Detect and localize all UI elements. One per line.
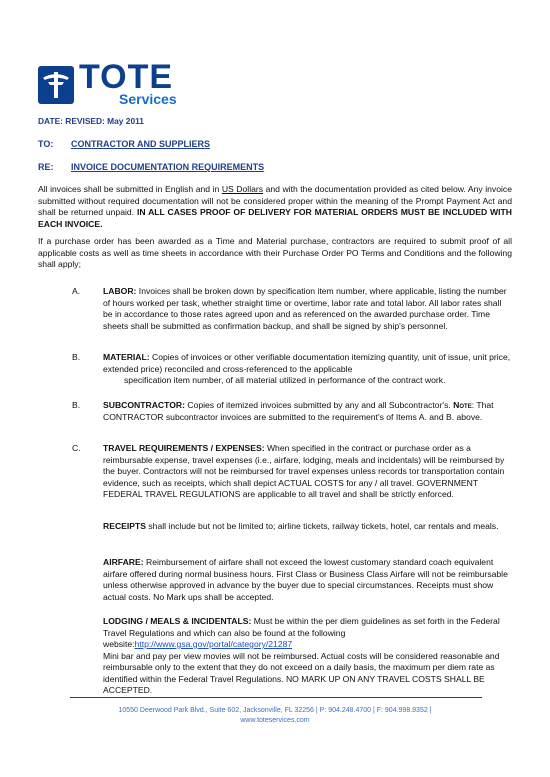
re-line bbox=[38, 162, 264, 174]
to-line bbox=[38, 139, 210, 151]
footer-website: www.toteservices.com bbox=[240, 717, 310, 724]
item-text: SUBCONTRACTOR: Copies of itemized invoices submitted by any and all Subcontractor's. Note: That CONTRACTOR subcontractor invoices are submitted to the requirement's of Items A. and B. above. bbox=[103, 400, 494, 422]
item-letter: B. bbox=[72, 352, 81, 362]
intro-paragraph: All invoices shall be submitted in English and in US Dollars and with the documentation provided as cited below. Any invoice submitted without required documentation will not be considered proper within the meaning of the Prompt Payment Act and shall be returned unpaid. IN ALL CASES PROOF OF DELIVERY FOR MATERIAL ORDERS MUST BE INCLUDED WITH EACH INVOICE. bbox=[38, 184, 512, 229]
time-material-paragraph: If a purchase order has been awarded as a Time and Material purchase, contractors are required to submit proof of all applicable costs as well as time sheets in accordance with their Purchase Order PO Terms and Conditions and the following shall apply; bbox=[38, 236, 512, 269]
item-letter: A. bbox=[72, 286, 81, 296]
item-letter: C. bbox=[72, 443, 81, 453]
item-letter: B. bbox=[72, 400, 81, 410]
logo-wordmark: TOTE bbox=[79, 58, 174, 96]
to-key: TO: bbox=[38, 139, 54, 149]
receipts-paragraph: RECEIPTS shall include but not be limited to; airline tickets, railway tickets, hotel, car rentals and meals. bbox=[103, 521, 499, 531]
airfare-paragraph: AIRFARE: Reimbursement of airfare shall not exceed the lowest customary standard coach equivalent airfare offered during normal business hours. First Class or Business Class Airfare will not be reimbursable unless otherwise approved in advance by the buyer due to special circumstances. Receipts must show actual costs. No Mark ups shall be accepted. bbox=[103, 557, 508, 602]
footer bbox=[0, 706, 550, 726]
tote-services-logo bbox=[38, 58, 178, 109]
re-value: INVOICE DOCUMENTATION REQUIREMENTS bbox=[71, 162, 265, 172]
tote-logo-mark-icon bbox=[38, 66, 74, 104]
item-text: TRAVEL REQUIREMENTS / EXPENSES: When specified in the contract or purchase order as a reimbursable expense, travel expenses (i.e., airfare, lodging, meals and incidentals) will be reimbursed by the buyer. Contractors will not be reimbursed for travel expenses unless records tor transportation contain evidence, such as receipts, which shall depict ACTUAL COSTS for any / all travel. GOVERNMENT FEDERAL TRAVEL REGULATIONS are applicable to all travel and shall be strictly enforced. bbox=[103, 443, 505, 499]
to-value: CONTRACTOR AND SUPPLIERS bbox=[71, 139, 211, 149]
re-key: RE: bbox=[38, 162, 54, 172]
gsa-per-diem-link[interactable]: http://www.gsa.gov/portal/category/21287 bbox=[134, 639, 293, 649]
lodging-paragraph: LODGING / MEALS & INCIDENTALS: Must be within the per diem guidelines as set forth in the Federal Travel Regulations and which can also be found at the following website:http://www.gsa.gov/portal/category/21287 Mini bar and pay per view movies will not be reimbursed. Actual costs will be considered reasonable and reimbursable only to the extent that they do not exceed on a daily basis, the maximum per diem rate as identified within the Federal Travel Regulations. NO MARK UP ON ANY TRAVEL COSTS SHALL BE ACCEPTED. bbox=[103, 616, 500, 695]
footer-address: 10550 Deerwood Park Blvd., Suite 602, Jacksonville, FL 32256 | P: 904.248.4700 | F: 904.998.9352 | bbox=[118, 707, 432, 714]
date-line: DATE: REVISED: May 2011 bbox=[38, 116, 144, 126]
item-text: MATERIAL: Copies of invoices or other verifiable documentation itemizing quantity, unit of issue, unit price, extended price) reconciled and cross-referenced to the applicable specification item number, of all material utilized in performance of the contract work. bbox=[103, 352, 511, 385]
item-text: LABOR: Invoices shall be broken down by specification item number, where applicable, listing the number of hours worked per task, whether straight time or overtime, labor rate and total labor. All labor rates shall be in accordance to those rates agreed upon and as referenced on the awarded purchase order. Time sheets shall be submitted as confirmation backup, and shall be signed by ship's personnel. bbox=[103, 286, 507, 331]
logo-subtitle: Services bbox=[119, 91, 177, 107]
footer-divider bbox=[70, 697, 482, 698]
